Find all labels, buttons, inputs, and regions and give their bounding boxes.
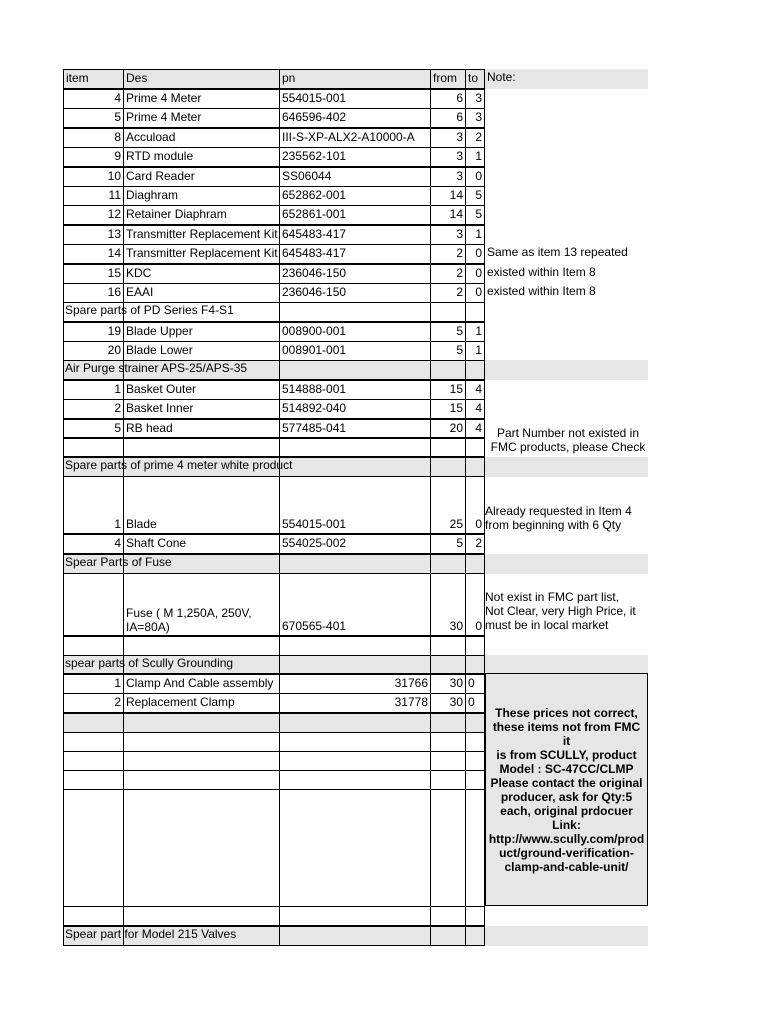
cell-pn: 652861-001 — [279, 205, 431, 225]
cell-from: 6 — [430, 89, 466, 109]
cell-des: Transmitter Replacement Kit — [123, 225, 280, 245]
table-row — [63, 283, 648, 303]
cell-des: Replacement Clamp — [123, 693, 280, 713]
cell-to: 0 — [465, 674, 485, 694]
cell-des: KDC — [123, 264, 280, 284]
cell-note — [485, 147, 648, 167]
cell-to: 3 — [465, 108, 485, 128]
blank-row — [63, 636, 648, 656]
cell-to: 0 — [465, 167, 485, 187]
cell-note: existed within Item 8 — [487, 284, 596, 298]
table-row — [63, 108, 648, 128]
cell-to: 0 — [465, 264, 485, 284]
note-rb-head: Part Number not existed in FMC products, please Check — [490, 426, 646, 454]
table-row: 1 Blade 554015-001 25 0 — [63, 476, 648, 534]
cell-from: 3 — [430, 128, 466, 148]
cell-note — [485, 167, 648, 187]
cell-item: 5 — [63, 419, 124, 439]
cell-item: 1 — [63, 674, 124, 694]
cell-from: 2 — [430, 283, 466, 303]
cell-des: Diaghram — [123, 186, 280, 206]
cell-pn: SS06044 — [279, 167, 431, 187]
cell-des: Accuload — [123, 128, 280, 148]
cell-pn: 646596-402 — [279, 108, 431, 128]
cell-to: 4 — [465, 380, 485, 400]
cell-des: RB head — [123, 419, 280, 439]
cell-des: Basket Inner — [123, 399, 280, 419]
cell-item: 5 — [63, 108, 124, 128]
header-item: item — [63, 69, 124, 89]
section-white-title: Spare parts of prime 4 meter white product — [65, 458, 293, 472]
note-scully: These prices not correct, these items not from FMC it is from SCULLY, product Model : SC-47CC/CLMP Please contact the original producer, ask for Qty:5 each, original prdocuer Link: http://www.scully.com/prod uct/ground-verification- clamp-and-cable-unit/ — [485, 673, 648, 906]
cell-item: 12 — [63, 205, 124, 225]
section-pd-title: Spare parts of PD Series F4-S1 — [65, 303, 234, 317]
cell-item: 13 — [63, 225, 124, 245]
cell-item: 2 — [63, 693, 124, 713]
cell-note — [485, 205, 648, 225]
section-white — [63, 457, 648, 477]
cell-note: Same as item 13 repeated — [487, 245, 628, 260]
table-row: Fuse ( M 1,250A, 250V, IA=80A) 670565-401 30 0 — [63, 573, 648, 636]
section-fuse-title: Spear Parts of Fuse — [65, 555, 172, 569]
cell-item: 20 — [63, 341, 124, 361]
table-row — [63, 341, 648, 361]
cell-pn: 008900-001 — [279, 322, 431, 342]
cell-to: 5 — [465, 186, 485, 206]
cell-to: 2 — [465, 128, 485, 148]
cell-from: 30 — [430, 693, 466, 713]
section-valves-title: Spear part for Model 215 Valves — [65, 927, 237, 941]
cell-item: 4 — [63, 89, 124, 109]
cell-from: 14 — [430, 186, 466, 206]
cell-des: EAAI — [123, 283, 280, 303]
table-row — [63, 244, 648, 264]
table-row — [63, 399, 648, 419]
table-row — [63, 205, 648, 225]
cell-pn: 645483-417 — [279, 225, 431, 245]
cell-from: 15 — [430, 380, 466, 400]
cell-item: 14 — [63, 244, 124, 264]
cell-to: 1 — [465, 341, 485, 361]
cell-pn: 31778 — [279, 693, 431, 713]
cell-item: 11 — [63, 186, 124, 206]
cell-to: 3 — [465, 89, 485, 109]
cell-des: Clamp And Cable assembly — [123, 674, 280, 694]
cell-note — [485, 225, 648, 245]
cell-item: 19 — [63, 322, 124, 342]
table-row — [63, 89, 648, 109]
cell-note: existed within Item 8 — [487, 264, 596, 279]
cell-pn: 514888-001 — [279, 380, 431, 400]
cell-pn: 577485-041 — [279, 419, 431, 439]
cell-to: 0 — [465, 283, 485, 303]
cell-pn: 514892-040 — [279, 399, 431, 419]
cell-note — [485, 128, 648, 148]
cell-des: Blade Lower — [123, 341, 280, 361]
cell-des: Card Reader — [123, 167, 280, 187]
section-valves — [63, 926, 648, 946]
cell-from: 6 — [430, 108, 466, 128]
section-air-title: Air Purge strainer APS-25/APS-35 — [65, 361, 248, 375]
cell-item: 15 — [63, 264, 124, 284]
cell-to: 1 — [465, 225, 485, 245]
cell-des: Prime 4 Meter — [123, 108, 280, 128]
cell-pn: 652862-001 — [279, 186, 431, 206]
section-scully — [63, 655, 648, 674]
table-row: 4 Shaft Cone 554025-002 5 2 — [63, 534, 648, 554]
note-blade: Already requested in Item 4 from beginning with 6 Qty — [485, 504, 632, 532]
table-row — [63, 128, 648, 148]
cell-pn: 236046-150 — [279, 283, 431, 303]
cell-from: 2 — [430, 264, 466, 284]
cell-pn: 31766 — [279, 674, 431, 694]
blank-row — [63, 437, 648, 457]
cell-to: 1 — [465, 147, 485, 167]
cell-pn: 235562-101 — [279, 147, 431, 167]
section-scully-title: spear parts of Scully Grounding — [65, 656, 234, 670]
header-to: to — [465, 69, 485, 89]
cell-item: 2 — [63, 399, 124, 419]
note-fuse: Not exist in FMC part list, Not Clear, very High Price, it must be in local market — [485, 590, 636, 632]
cell-des: Transmitter Replacement Kit — [123, 244, 280, 264]
cell-pn: 236046-150 — [279, 264, 431, 284]
cell-to: 0 — [465, 693, 485, 713]
cell-to: 0 — [465, 244, 485, 264]
header-note: Note: — [485, 69, 648, 89]
cell-from: 14 — [430, 205, 466, 225]
cell-from: 15 — [430, 399, 466, 419]
table-row — [63, 186, 648, 206]
cell-des: Retainer Diaphram — [123, 205, 280, 225]
cell-to: 5 — [465, 205, 485, 225]
cell-to: 4 — [465, 399, 485, 419]
section-air — [63, 360, 648, 380]
cell-from: 3 — [430, 147, 466, 167]
cell-from: 5 — [430, 322, 466, 342]
cell-from: 5 — [430, 341, 466, 361]
header-des: Des — [123, 69, 280, 89]
section-pd — [63, 302, 648, 322]
header-pn: pn — [279, 69, 431, 89]
cell-pn: 008901-001 — [279, 341, 431, 361]
header-row — [63, 69, 648, 89]
cell-des: Basket Outer — [123, 380, 280, 400]
cell-note — [485, 108, 648, 128]
cell-des: RTD module — [123, 147, 280, 167]
table-row — [63, 264, 648, 284]
table-row — [63, 322, 648, 342]
cell-item: 16 — [63, 283, 124, 303]
cell-from: 3 — [430, 225, 466, 245]
cell-from: 3 — [430, 167, 466, 187]
blank-row — [63, 906, 648, 926]
cell-from: 20 — [430, 419, 466, 439]
cell-from: 2 — [430, 244, 466, 264]
cell-note — [485, 89, 648, 109]
cell-des: Prime 4 Meter — [123, 89, 280, 109]
cell-pn: 645483-417 — [279, 244, 431, 264]
table-row — [63, 147, 648, 167]
header-from: from — [430, 69, 466, 89]
cell-from: 30 — [430, 674, 466, 694]
cell-pn: 554015-001 — [279, 89, 431, 109]
section-fuse — [63, 554, 648, 574]
cell-note — [485, 186, 648, 206]
cell-item: 10 — [63, 167, 124, 187]
table-row — [63, 225, 648, 245]
table-row — [63, 380, 648, 400]
cell-item: 9 — [63, 147, 124, 167]
table-row — [63, 167, 648, 187]
cell-item: 1 — [63, 380, 124, 400]
cell-des: Blade Upper — [123, 322, 280, 342]
cell-to: 1 — [465, 322, 485, 342]
cell-pn: III-S-XP-ALX2-A10000-A — [279, 128, 431, 148]
cell-item: 8 — [63, 128, 124, 148]
cell-to: 4 — [465, 419, 485, 439]
